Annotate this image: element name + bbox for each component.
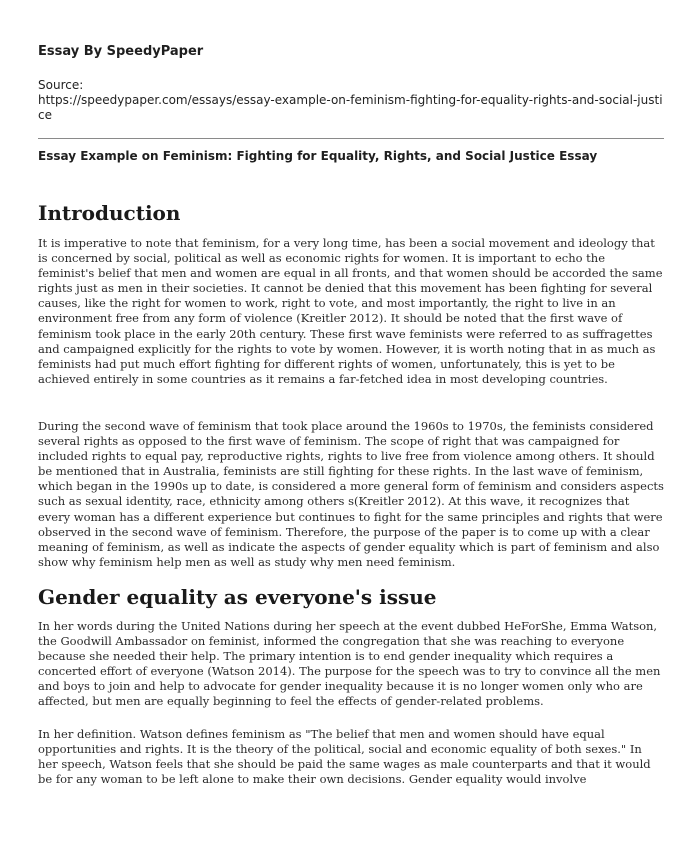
header-divider — [38, 138, 664, 139]
paragraph: In her definition. Watson defines feminism as "The belief that men and women should have equal opportunities and rights. It is the theory of the political, social and economic equality of both sexes." In her speech, Watson feels that she should be paid the same wages as male counterparts and that it would be for any woman to be left alone to make their own decisions. Gender equality would involve — [38, 727, 651, 787]
paragraph: During the second wave of feminism that took place around the 1960s to 1970s, the feminists considered several rights as opposed to the first wave of feminism. The scope of right that was campaigned for included rights to equal pay, reproductive rights, rights to live free from violence among others. It should be mentioned that in Australia, feminists are still fighting for these rights. In the last wave of feminism, which began in the 1990s up to date, is considered a more general form of feminism and considers aspects such as sexual identity, race, ethnicity among others s(Kreitler 2012). At this wave, it recognizes that every woman has a different experience but continues to fight for the same principles and rights that were observed in the second wave of feminism. Therefore, the purpose of the paper is to come up with a clear meaning of feminism, as well as indicate the aspects of gender equality which is part of feminism and also show why feminism help men as well as study why men need feminism. — [38, 419, 664, 569]
essay-brand: Essay By SpeedyPaper — [38, 44, 204, 59]
paragraph: It is imperative to note that feminism, for a very long time, has been a social movement and ideology that is concerned by social, political as well as economic rights for women. It is important to echo the feminist's belief that men and women are equal in all fronts, and that women should be accorded the same rights just as men in their societies. It cannot be denied that this movement has been fighting for several causes, like the right for women to work, right to vote, and most importantly, the right to live in an environment free from any form of violence (Kreitler 2012). It should be noted that the first wave of feminism took place in the early 20th century. These first wave feminists were referred to as suffragettes and campaigned explicitly for the rights to vote by women. However, it is worth noting that in as much as feminists had put much effort fighting for different rights of women, unfortunately, this is yet to be achieved entirely in some countries as it remains a far-fetched idea in most developing countries. — [38, 236, 663, 386]
source-url: https://speedypaper.com/essays/essay-example-on-feminism-fighting-for-equality-rights-and-social-justice — [38, 93, 663, 122]
paragraph: In her words during the United Nations during her speech at the event dubbed HeForShe, Emma Watson, the Goodwill Ambassador on feminist, informed the congregation that she was reaching to everyone because she needed their help. The primary intention is to end gender inequality which requires a concerted effort of everyone (Watson 2014). The purpose for the speech was to try to convince all the men and boys to join and help to advocate for gender inequality because it is no longer women only who are affected, but men are equally beginning to feel the effects of gender-related problems. — [38, 619, 661, 709]
essay-title: Essay Example on Feminism: Fighting for Equality, Rights, and Social Justice Essay — [38, 149, 598, 163]
section-heading-introduction: Introduction — [38, 201, 181, 225]
source-label: Source: — [38, 78, 84, 92]
section-heading-gender-equality: Gender equality as everyone's issue — [38, 585, 437, 609]
